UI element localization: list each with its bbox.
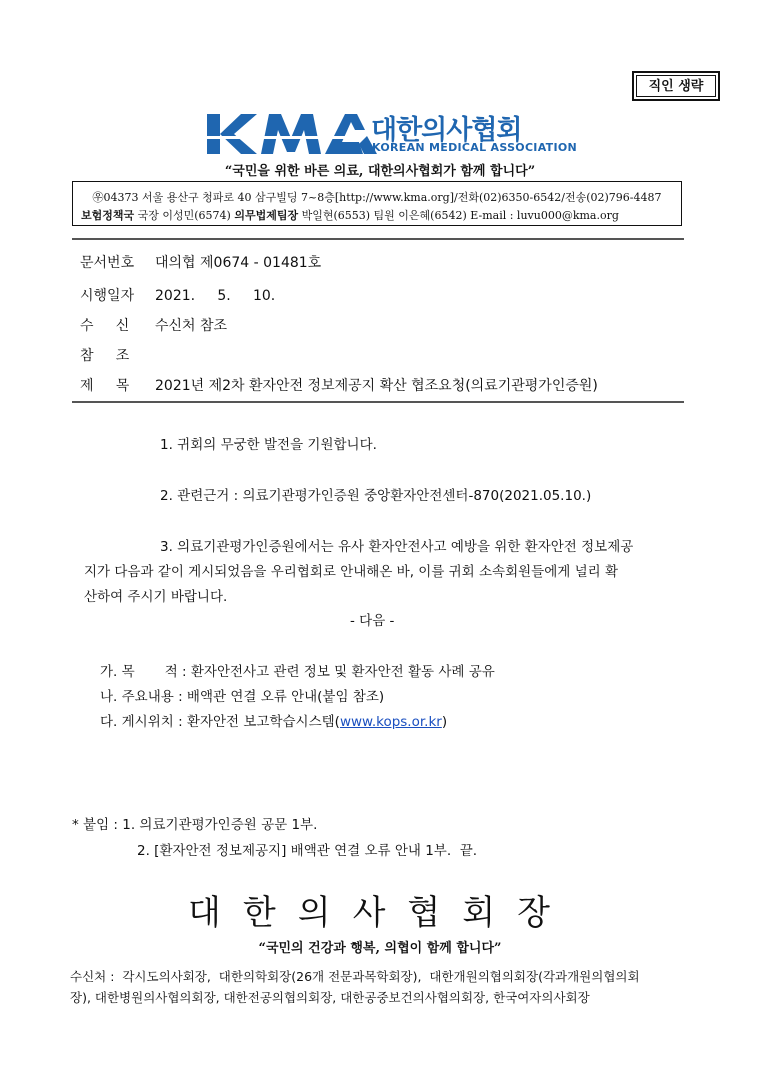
date-row <box>80 285 275 305</box>
item-main-content: 나. 주요내용 : 배액관 연결 오류 안내(붙임 참조) <box>100 689 385 705</box>
doc-number-label: 문서번호 <box>80 255 135 271</box>
seal-omitted-label: 직인 생략 <box>648 79 704 94</box>
posting-location-suffix: ) <box>441 714 448 730</box>
top-rule <box>72 238 684 240</box>
address-line: ㉾04373 서울 용산구 청파로 40 삼구빌딩 7~8층[http://www.kma.org]/전화(02)6350-6542/전송(02)796-4487 <box>92 191 662 204</box>
dept-insurance-staff: 국장 이성민(6574) <box>134 209 235 222</box>
subject-value: 2021년 제2차 환자안전 정보제공지 확산 협조요청(의료기관평가인증원) <box>155 378 598 394</box>
paragraph-3-line-2: 지가 다음과 같이 게시되었음을 우리협회로 안내해온 바, 이를 귀회 소속회원들에게 널리 확 <box>84 564 619 580</box>
kops-link[interactable]: www.kops.or.kr <box>339 714 442 730</box>
reference-label: 참 조 <box>80 348 130 364</box>
footer-slogan: “국민의 건강과 행복, 의협이 함께 합니다” <box>258 941 502 956</box>
paragraph-3-line-1: 3. 의료기관평가인증원에서는 유사 환자안전사고 예방을 위한 환자안전 정보제공 <box>160 539 634 555</box>
subject-row <box>80 375 598 395</box>
dept-legal-staff: 박일현(6553) 팀원 이은혜(6542) E-mail : luvu000@kma.org <box>298 209 619 222</box>
date-value: 2021. 5. 10. <box>155 288 276 304</box>
bottom-rule <box>72 401 684 403</box>
doc-number-value: 대의협 제0674 - 01481호 <box>155 255 322 271</box>
paragraph-2: 2. 관련근거 : 의료기관평가인증원 중앙환자안전센터-870(2021.05.10.) <box>160 488 592 504</box>
logo-name-korean: 대한의사협회 <box>371 115 522 146</box>
recipients-line-1: 수신처 : 각시도의사회장, 대한의학회장(26개 전문과목학회장), 대한개원의협의회장(각과개원의협의회 <box>70 969 640 984</box>
header-slogan: “국민을 위한 바른 의료, 대한의사협회가 함께 합니다” <box>224 164 536 179</box>
dept-legal-team: 의무법제팀장 <box>234 209 299 222</box>
date-label: 시행일자 <box>80 288 135 304</box>
paragraph-1: 1. 귀회의 무궁한 발전을 기원합니다. <box>160 437 377 453</box>
doc-number-row <box>80 252 321 272</box>
dept-insurance-policy: 보험정책국 <box>81 209 135 222</box>
reference-row <box>80 345 155 365</box>
signature-title: 대한의사협회장 <box>188 893 572 933</box>
attachment-line-1: * 붙임 : 1. 의료기관평가인증원 공문 1부. <box>72 817 318 833</box>
item-purpose: 가. 목 적 : 환자안전사고 관련 정보 및 환자안전 활동 사례 공유 <box>100 664 495 680</box>
logo-name-english: KOREAN MEDICAL ASSOCIATION <box>372 141 578 154</box>
posting-location-prefix: 다. 게시위치 : 환자안전 보고학습시스템( <box>100 714 340 730</box>
recipients-line-2: 장), 대한병원의사협의회장, 대한전공의협의회장, 대한공중보건의사협의회장, 한국여자의사회장 <box>70 990 590 1005</box>
recipient-row <box>80 315 227 335</box>
seal-omitted-box <box>632 71 720 101</box>
recipient-value: 수신처 참조 <box>155 318 228 334</box>
next-heading: - 다음 - <box>350 613 395 629</box>
item-posting-location <box>100 710 447 730</box>
contact-box <box>72 181 682 226</box>
recipient-label: 수 신 <box>80 318 130 334</box>
attachment-line-2: 2. [환자안전 정보제공지] 배액관 연결 오류 안내 1부. 끝. <box>137 843 478 859</box>
subject-label: 제 목 <box>80 378 130 394</box>
staff-line <box>81 207 619 223</box>
paragraph-3-line-3: 산하여 주시기 바랍니다. <box>84 589 228 605</box>
